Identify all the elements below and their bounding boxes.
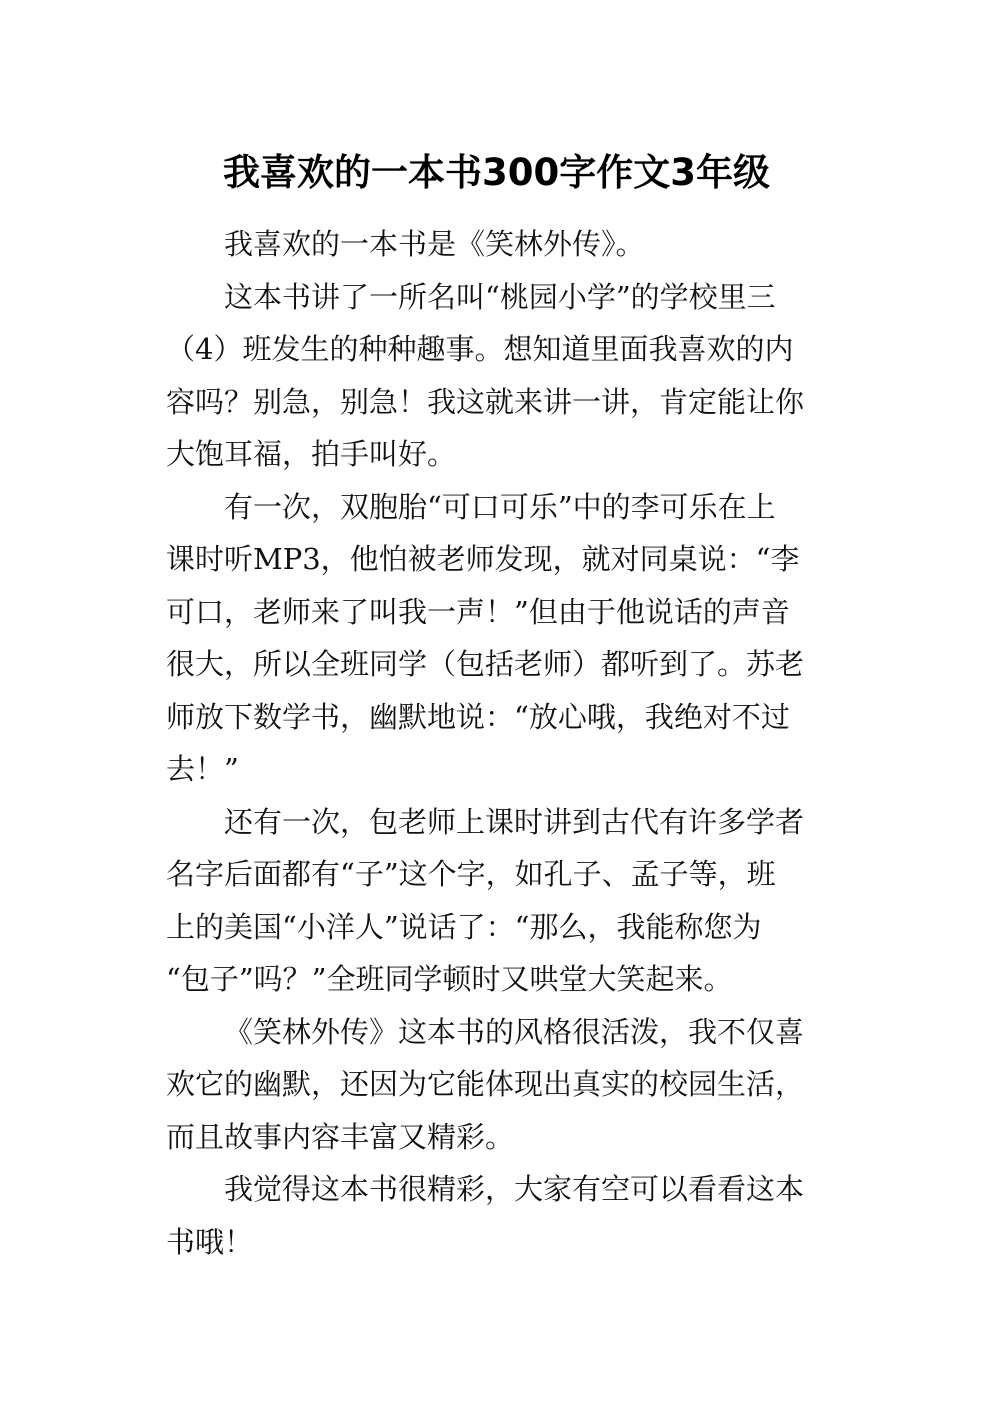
- paragraph-line: 容吗？别急，别急！我这就来讲一讲，肯定能让你: [166, 384, 805, 419]
- paragraph-line: 可口，老师来了叫我一声！”但由于他说话的声音: [166, 594, 790, 629]
- paragraph-line: 这本书讲了一所名叫“桃园小学”的学校里三: [224, 279, 776, 314]
- paragraph-line: （4）班发生的种种趣事。想知道里面我喜欢的内: [166, 332, 794, 366]
- document-title: 我喜欢的一本书300字作文3年级: [223, 150, 770, 194]
- paragraph-line: 大饱耳福，拍手叫好。: [166, 437, 457, 471]
- paragraph-line: 我觉得这本书很精彩，大家有空可以看看这本: [224, 1172, 805, 1206]
- paragraph-line: “包子”吗？”全班同学顿时又哄堂大笑起来。: [166, 962, 733, 996]
- paragraph-4: [166, 796, 830, 1006]
- paragraph-line: 我喜欢的一本书是《笑林外传》。: [224, 227, 645, 261]
- paragraph-1: [166, 218, 830, 271]
- paragraph-line: 师放下数学书，幽默地说：“放心哦，我绝对不过: [166, 699, 790, 734]
- paragraph-line: 还有一次，包老师上课时讲到古代有许多学者: [224, 804, 805, 839]
- paragraph-6: [166, 1163, 830, 1268]
- paragraph-line: 书哦！: [166, 1224, 254, 1259]
- paragraph-line: 欢它的幽默，还因为它能体现出真实的校园生活，: [166, 1067, 805, 1101]
- paragraph-line: 而且故事内容丰富又精彩。: [166, 1119, 515, 1154]
- paragraph-line: 《笑林外传》这本书的风格很活泼，我不仅喜: [224, 1014, 805, 1049]
- paragraph-line: 名字后面都有“子”这个字，如孔子、孟子等，班: [166, 857, 776, 891]
- document-body: [166, 218, 830, 1268]
- paragraph-3: [166, 481, 830, 796]
- paragraph-line: 有一次，双胞胎“可口可乐”中的李可乐在上: [224, 489, 776, 524]
- paragraph-line: 上的美国“小洋人”说话了：“那么，我能称您为: [166, 909, 762, 944]
- paragraph-line: 课时听MP3，他怕被老师发现，就对同桌说：“李: [166, 542, 800, 576]
- paragraph-2: [166, 271, 830, 481]
- paragraph-line: 很大，所以全班同学（包括老师）都听到了。苏老: [166, 647, 805, 681]
- paragraph-line: 去！”: [166, 752, 239, 786]
- paragraph-5: [166, 1006, 830, 1164]
